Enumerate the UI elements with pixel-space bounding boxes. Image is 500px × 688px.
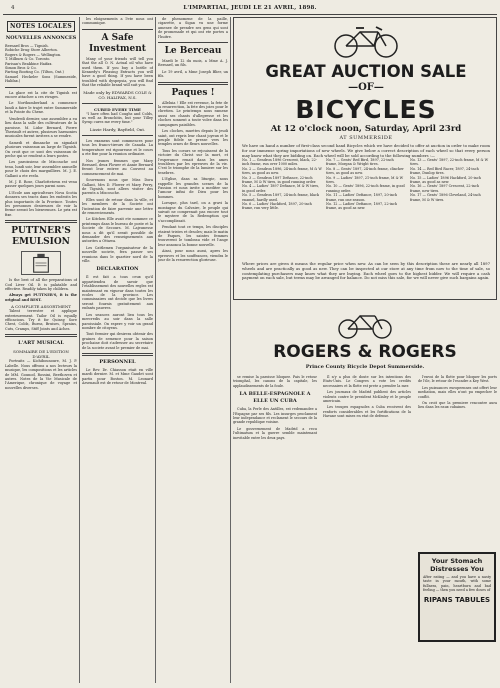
bicycle-icon [335, 307, 395, 341]
article-paragraph: Il n'y a plus de doute sur les intentions des Etats-Unis. Le Congres a vote les credits necessaires et la flotte est prete a prendre la mer. [323, 375, 411, 388]
page-number: 4 [11, 5, 15, 11]
list-item: No. 9 — Ladies' 1897, 21-inch frame, M & W tires. [326, 175, 404, 185]
list-item: No. 10 — Gents' 1896, 22-inch frame, in good running order. [326, 184, 405, 193]
column-3 [158, 17, 228, 683]
section-heading: DECLARATION [96, 266, 139, 273]
divider [5, 87, 77, 88]
ad-location: AT SUMMERSIDE [339, 135, 393, 141]
article-paragraph: Lorsque, plus tard, on a gravi la montagne du Calvaire, le peuple qui suivait ne comprenait pas encore tout le mystere de la Redemption qui s'accomplissait. [158, 201, 228, 223]
article-paragraph: L'Ecole aux agriculteurs Nova Scotia donnera ses tracts dans les endroits les plus importants de la Province. Toutes les personnes desireuses de voir la ferme seront les bienvenues. Le prix est fixe. [5, 190, 77, 217]
article-column [233, 375, 317, 681]
article-paragraph: Les cloches, muettes depuis le jeudi saint, ont repris leur chant joyeux et le peuple fidele se presse vers les temples ornes de fleurs nouvelles. [158, 129, 228, 147]
subheading: SOMMAIRE DE L'EDITION D'AVRIL [13, 349, 69, 360]
list-item: No. 16 — Gents' 1897 Crescent, 22-inch frame, new tires. [410, 184, 480, 193]
notice-paragraph: Mardi le 12 du mois, a Mme A. J. Bernard, un fils. [158, 59, 228, 68]
article-paragraph: Les troupes espagnoles a Cuba recoivent des renforts considerables et les fortifications de la Havane sont mises en etat de defense. [323, 405, 411, 419]
article-paragraph: Le gouvernement de Madrid a recu l'ultimatum et la guerre semble maintenant inevitable entre les deux pays. [233, 426, 317, 440]
list-column [410, 158, 490, 258]
article-paragraph: Ainsi, pour nous aussi, apres les epreuves et les souffrances, viendra le jour de la resurrection glorieuse. [158, 249, 228, 263]
ad-intro: We have on hand a number of first-class second hand Bicycles which we have decided to offer at auction in order to make room for our immense spring importations of new wheels. We give below a correct description of each wheel so that every person may know what they are bidding on. Each wheel will be sold according to the following numbers :— [242, 143, 490, 158]
ad-paragraph: Is the best of all the preparations of Cod Liver Oil. It is palatable and effective. Readily taken by children. [5, 278, 77, 292]
article-paragraph: Souvenons nous que Miss Dora Gallant, Mrs D. Flower et Mary Perry, de Tignish, sont allees visiter des parents a Miscouche. [82, 178, 153, 196]
article-paragraph: L'Eglise, dans sa liturgie, nous rappelle les grandes scenes de la Passion et nous invite a mediter sur l'amour infini de Dieu pour les hommes. [158, 177, 228, 199]
quote-author: Lizzie Hardy, Bayfield, Ont. [89, 126, 146, 132]
section-heading: NOUVELLES ANNONCES [5, 35, 77, 41]
article-paragraph: Tous les coeurs se rejouissent de la victoire du Christ sur la mort, et l'esperance renait dans les ames troublees par les epreuves de la vie. C'est le triomphe de la lumiere sur les tenebres. [158, 148, 228, 175]
article-paragraph: Les seances auront lieu tous les mercredis au soir dans la salle paroissiale. On espere y voir un grand nombre de citoyens. [82, 312, 153, 330]
list-item: No. 8 — Gents' 1897, 24-inch frame, clincher tires, as good as new. [326, 166, 404, 176]
list-item: Bernard Bros — Tignish. [5, 44, 49, 48]
auction-ad [233, 17, 497, 300]
article-paragraph: Alleluia ! Elle est revenue, la fete de la resurrection, la fete des joies pour le chretien. Le printemps nous ramene aussi ses chants d'allegresse et les cloches sonnent a toute volee dans les campagnes paisibles. [158, 100, 228, 127]
bicycle-list [242, 158, 490, 258]
article-paragraph: Le Rev. Dr. Chiasson etait en ville mardi dernier. M. et Mme Gaudet sont partis pour Boston. M. Leonard Arsenault est de retour de Montreal. [82, 367, 153, 386]
article-paragraph: se remise la paroisse bloquee. Pais le retour triomphal, les canons de la capitale, les applaudissements de la foule. [233, 375, 317, 388]
divider [82, 103, 153, 104]
ad-title-emulsion: PUTTNER'S EMULSION [11, 226, 71, 248]
article-paragraph: Samedi et dimanche on signalait plusieurs vaisseaux au large de Tignish. On croit que ce sont des vaisseaux de peche qui se rendent a leurs postes. [5, 140, 77, 158]
ad-headline: GREAT AUCTION SALE [265, 62, 467, 81]
article-paragraph: Vendredi dernier, une assemblee a eu lieu dans la salle des cultivateurs de la paroisse. M. Lidor Bernard, Pierre Theriault et autres, plusieurs harmonies musicales furent invitees a se rendre. [5, 116, 77, 139]
article-paragraph: Les Cattlemen l'organisateur de la nouvelle societe, fera passer ses reunions dans le quartier nord de la ville. [82, 245, 153, 264]
notice-paragraph: Le 19 avril, a Mme Joseph Blier, un fils. [158, 69, 228, 79]
subheading: A COMPLETE ASSORTMENT [10, 304, 72, 310]
article-paragraph: Les journaux de Madrid publient des articles violents contre le president McKinley et le peuple americain. [323, 390, 411, 404]
masthead: L'IMPARTIAL, JEUDI LE 21 AVRIL, 1898. [183, 5, 317, 11]
list-column [242, 158, 322, 258]
ad-date: At 12 o'clock noon, Saturday, April 23rd [270, 124, 462, 134]
list-item: No. 17 — Gents' 1896 Cleveland, 24-inch frame, M & W tires. [410, 193, 481, 202]
article-paragraph: Les paroissiens de Miscouche ont tenu, lundi soir, leur assemblee annuelle pour le choix des marguilliers. M. J. E. Gallant a ete reelu. [5, 160, 77, 178]
list-item: Simon Bros & Co. [5, 66, 37, 71]
divider [82, 29, 153, 30]
ad-headline: Your Stomach Distresses You [430, 557, 484, 573]
store-subtitle: Prince County Bicycle Depot Summerside. [305, 364, 425, 370]
page-header [3, 3, 497, 15]
article-paragraph: l'envoi de la flotte pour bloquer les ports de l'ile, le retour de l'escadre a Key West. [418, 375, 497, 384]
section-heading: Paques ! [171, 87, 215, 98]
list-item: Parisan's Beakhine Haifax. [5, 61, 53, 66]
list-column [326, 158, 406, 258]
divider [5, 334, 77, 337]
rogers-section [233, 305, 497, 683]
divider [82, 353, 153, 356]
divider [82, 135, 153, 136]
notices-list [5, 44, 77, 84]
bottle-icon [21, 251, 61, 275]
list-item: No. 1 — Gendron 1896 Crescent, black, 22-inch frame, run over 1000 miles. [242, 158, 317, 167]
column-rule [155, 17, 156, 683]
list-item: No. 2 — Gendron 1896, 24-inch frame, M & W tires, as good as new. [242, 166, 322, 176]
ad-product: BICYCLES [295, 95, 437, 124]
article-column [323, 375, 411, 681]
ad-brand: RIPANS TABULES [423, 596, 491, 605]
article-paragraph: Nos jeunes femmes que Mary Bernard, deux Flower et Annie Bernard feront leur entree au Couvent au commencement de mai. [82, 158, 153, 176]
ad-paragraph: After eating — and you have a nasty taste in your mouth, with some fullness, pain, heartburn and bad feeling — then you need a few doses of [423, 575, 491, 592]
article-paragraph: M. J. E. Rose, Charlottetown est venu passer quelques jours parmi nous. [5, 179, 77, 189]
article-paragraph: Le Kitchen Elle avait ete nommee ce printemps dans le bureau de poste et la Societe de Secours. M. Lajeunesse nous a dit qu'il serait possible de demander des renseignements aux autorites a Ottawa. [82, 217, 153, 244]
list-item: T. Milburn & Co. Toronto. [5, 57, 51, 62]
list-item: Rogers & Rogers — Wellington. [5, 52, 62, 57]
newspaper-page [3, 3, 497, 685]
ad-outro: Where prices are given it means the regular price when new. As can be seen by this description these are nearly all 1897 wheels and are practically as good as new. They can be inspected at our store at any time from now to the time of sale, so contemplating purchasers may know what they are buying. Each wheel goes to the highest bidder. We will require a cash payment on each sale, but terms may be arranged for balance. Do not miss this sale, for we will never give such bargains again. [242, 262, 490, 281]
stomach-ad [418, 552, 496, 642]
column-rule [230, 17, 231, 683]
divider [158, 42, 228, 43]
article-paragraph: Les puissances europeennes ont offert leur mediation, mais elles n'ont pu empecher le conflit. [418, 385, 497, 399]
list-item: No. 3 — Gendron 1897 Defiance, 22-inch frame, M & W tires, in good running order. [242, 175, 317, 185]
list-item: Farting Booting Co. (Tilton, Ont.) [5, 70, 64, 75]
ad-signature: Made only by EDWARDS COLE & CO. HALIFAX, N.S. [83, 89, 152, 100]
article-paragraph: de phenomene de la paille, cigarette, a Sigan vu une forme amenee de prendre ses gens qui sont de promenade et qui ont ete portes a l'huitre. [158, 17, 228, 39]
quote-text: "I have often had Coughs and Colds, as well as Bronchitis, but your Tilley Syrup cures me every time." [82, 111, 153, 125]
list-item: No. 6 — Ladies' Hackford, 1897, 20-inch frame, run very little. [242, 202, 312, 211]
list-item: Robiche Drug Store Alberton. [5, 48, 58, 53]
ad-connector: —OF— [348, 82, 384, 93]
list-item: No. 15 — Ladies' 1896 Hackford, 20-inch frame, as good as new. [410, 175, 481, 185]
section-heading: LA BELLE-ESPAGNOLE A ELLE UN CUBA [239, 391, 311, 405]
list-item: No. 7 — Gents' Red Bird, 1897, 22-inch frame, Morgan & Wright tires. [326, 158, 394, 167]
column-2 [82, 17, 153, 683]
bicycle-icon [330, 22, 402, 60]
article-paragraph: Il est fait a tous ceux qu'il appartiendra de savoir que l'etablissement des nouvelles regles est maintenant en vigueur dans toutes les ecoles de la province. Les commissaires ont decide que les livres seront fournis gratuitement aux enfants pauvres. [82, 275, 153, 311]
article-paragraph: On croit que la premiere rencontre aura lieu dans les eaux cubaines. [418, 401, 497, 410]
article-paragraph: Portraits — Kichibounoure, M. J. P. Labelle. Nous offrons a nos lecteurs la musique, les compositions et les articles de MM. Gounod, Rossini, Beethoven et autres. Notes de la Vie Musicale de l'Amerique, chronique de voyage et nouvelles diverses. [5, 359, 77, 390]
article-paragraph: les eloignements a l'ete nous ont communique. [82, 17, 153, 26]
list-item: No. 13 — Gents' 1897, 22-inch frame, M & W tires. [410, 158, 489, 167]
list-item: No. 11 — Ladies' Defiance, 1897, 20-inch frame, run one season. [326, 193, 398, 202]
ad-title-investment: A Safe Investment [89, 32, 146, 54]
section-heading: PERSONNEL [99, 358, 136, 365]
article-paragraph: La glace est la cite de Tignish est encore attachee a ces rivages. [5, 90, 77, 100]
ad-paragraph: Many of your friends will tell you that the all O. N. Actual oil who have used them. If you buy a bottle of Kennedy's Pleasing Extracts you will have a good thing. If you have been troubled with dyspepsia, you will find that the reliable brand will suit you. [82, 56, 153, 88]
list-item: No. 4 — Ladies' 1897 Defiance, M & W tires, in good order. [242, 184, 320, 193]
divider [5, 220, 77, 223]
column-1 [5, 17, 77, 683]
article-paragraph: Talent terrestre et applique exterieurement. Tailor Oil is equally efficacious. Try it for Quinsy, Sore Chest, Colds, Burns, Bruises, Sprains, Cuts, Cramps, Stiff Joints and Aches. [5, 309, 77, 331]
store-title: ROGERS & ROGERS [273, 342, 457, 362]
divider [158, 82, 228, 85]
list-item: No. 12 — Ladies' Defiance, 1897, 22-inch frame, as good as new. [326, 202, 398, 211]
article-column [418, 375, 497, 549]
list-item: No. 14 — Red Bird Racer, 1897, 24-inch frame, Dunlop tires. [410, 166, 479, 176]
article-paragraph: Cuba, la Perle des Antilles, est redemandee a l'Espagne par ses fils. Les insurges proclament leur independance et reclament le secours de la grande republique voisine. [233, 407, 317, 425]
list-item: Samuel Heckeler Sons (Summeside, Halifax.) [5, 74, 77, 84]
section-heading: L'ART MUSICAL [18, 340, 64, 347]
article-paragraph: Les examens sont commences pour tous les francs-tireurs de Canada. La temperature est rigoureuse et le cours a ete fixe pour la reunion ordinaire. [82, 138, 153, 157]
column-rule [79, 17, 80, 683]
section-heading: Le Berceau [164, 46, 222, 57]
ad-tagline: Always get PUTTNER'S, it is the original and BEST. [5, 293, 77, 302]
list-item: No. 5 — Gendron 1897, 24-inch frame, black enamel, hardly used. [242, 193, 319, 202]
article-paragraph: Le Northumberland a commence lundi a faire le trajet entre Summerside et la Pointe du Chene. [5, 101, 77, 115]
article-paragraph: Elles sont de retour dans la ville, et les membres de la Societe ont l'intention de faire parvenir une lettre de remerciements. [82, 197, 153, 215]
subheading: CURED EVERY TIME [94, 106, 141, 112]
article-paragraph: Pendant tout ce temps, les disciples etaient tristes et desoles; mais le matin de Paques, les saintes femmes trouverent le tombeau vide et l'ange leur annonca la bonne nouvelle. [158, 225, 228, 247]
section-box-title: NOTES LOCALES [7, 21, 75, 32]
article-paragraph: Tout fermier qui desirera obtenir des graines de semence pour la saison prochaine doit s'adresser au secretaire de la societe avant le premier de mai. [82, 332, 153, 350]
